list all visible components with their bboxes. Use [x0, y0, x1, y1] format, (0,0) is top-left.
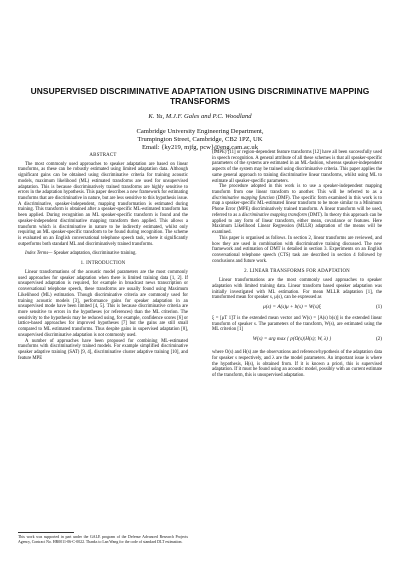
left-column [18, 150, 188, 361]
affiliation-line: Trumpington Street, Cambridge, CB2 1PZ, UK [137, 136, 263, 144]
dmt-text-c: (DMT). In theory this approach can be applied to any form of linear transform, either mean, covariance or features. Here Maximum Likelihood Linear Regression (MLLR) adaptation of the means will be examined. [212, 212, 383, 236]
equation-2-body: W(s) = arg max { p(O(s)|H(s); W, λ) } [252, 336, 332, 343]
dmf-term: discriminative mapping function [212, 195, 275, 201]
equation-1-number: (1) [375, 303, 382, 310]
equation-2-number: (2) [375, 336, 382, 343]
intro-paragraph-4 [212, 184, 382, 235]
intro-paragraph-5: This paper is organised as follows. In section 2, linear transforms are reviewed, and how they are used in combination with discriminative training discussed. The new framework and estimation of DMT is detailed in section 3. Experiments on an English conversational telephone speech (CTS) task are described in section 4 followed by conclusions and future work. [212, 235, 382, 264]
abstract-heading: ABSTRACT [89, 153, 117, 158]
paper-title: UNSUPERVISED DISCRIMINATIVE ADAPTATION USING DISCRIMINATIVE MAPPING TRANSFORMS [30, 86, 370, 106]
affiliation-line: Cambridge University Engineering Department, [136, 128, 264, 135]
affiliation-block [20, 128, 380, 153]
sec2-paragraph-3: where O(s) and H(s) are the observations and reference/hypothesis of the adaptation data for speaker s respectively, and λ are the model parameters. An important issue is where the hypothesis, H(s), is obtained from. If it is known a priori, this is supervised adaptation. If it must be found using an acoustic model, possibly with an current estimate of the transform, this is unsupervised adaptation. [212, 350, 382, 378]
sec2-paragraph-1: Linear transformations are the most commonly used approaches to speaker adaptation with limited training data. Linear transform based speaker adaptation was initially investigated with ML estimation. For mean MLLR adaptation [1], the transformed mean for speaker s, μ(s), can be expressed as [212, 278, 382, 301]
footnote-rule [18, 532, 74, 533]
intro-paragraph-3: (fMPE) [11] or region-dependent feature transforms [12] have all been successfully used in speech recognition. A general attribute of all these schemes is that all speaker-specific parameters of the systems are estimated in an ML-fashion, whereas speaker-independent aspects of the system may be trained using discriminative criteria. This paper applies the same general approach to training discriminative linear transforms, whilst using ML to estimate all speaker-specific parameters. [212, 150, 382, 184]
sec2-paragraph-2: ξ = [μT 1]T is the extended mean vector and W(s) = [A(s) b(s)] is the extended linear transform of speaker s. The parameters of the transform, W(s), are estimated using the ML criterion [1] [212, 315, 382, 333]
section-2-heading: 2. LINEAR TRANSFORMS FOR ADAPTATION [244, 269, 350, 275]
index-terms-text: Speaker adaptation, discriminative training. [52, 250, 137, 256]
footnote: This work was supported in part under the GALE program of the Defense Advanced Research Projects Agency, Contract No. HR0011-06-C-0022. Thanks to Lan Wang for the code of standard DLT estimation. [18, 535, 188, 544]
dmf-text-a: The procedure adopted in this work is to use a speaker-independent mapping transform from one linear transform to another. This will be referred to as a [212, 184, 382, 196]
paper-authors: K. Yu, M.J.F. Gales and P.C. Woodland [148, 113, 252, 120]
intro-paragraph-1: Linear transformations of the acoustic model parameters are the most commonly used approaches for speaker adaptation when there is limited training data [1, 2]. If unsupervised adaptation is required, for example in broadcast news transcription or conversational telephone speech, these transforms are usually found using Maximum Likelihood (ML) estimation. Though discriminative criteria are commonly used for training acoustic models [3], performance gains for speaker adaptation in an unsupervised mode have been limited [4, 5]. This is because discriminative criteria are more sensitive to errors in the hypotheses (or references) than the ML criterion. The sensitivity to the hypothesis may be reduced using, for example, confidence scores [6] or lattice-based approaches for improved hypotheses [7] but the gains are still small compared to ML estimated transforms. Thus despite gains in supervised adaptation [8], unsupervised discriminative adaptation is not commonly used. [18, 269, 188, 338]
equation-2 [212, 335, 382, 348]
intro-paragraph-2: A number of approaches have been proposed for combining ML-estimated transforms with discriminatively trained models. For example simplified discriminative speaker adaptive training (SAT) [9, 4], discriminative cluster adaptive training [10], and feature MPE [18, 338, 188, 361]
equation-1-body: μ(s) = A(s)μ + b(s) = W(s)ξ [263, 303, 321, 310]
dmt-term: discriminative mapping transform [241, 212, 307, 218]
equation-1 [212, 303, 382, 314]
email-line: Email: {ky219, mjfg, pcw}@eng.cam.ac.uk [141, 144, 259, 152]
index-terms [18, 251, 188, 257]
section-1-heading: 1. INTRODUCTION [80, 261, 126, 267]
index-terms-label: Index Terms— [25, 250, 53, 256]
abstract-text: The most commonly used approaches to speaker adaptation are based on linear transforms, as these can be robustly estimated using limited adaptation data. Although significant gains can be obtained using discriminative criteria for training acoustic models, maximum likelihood (ML) estimated transforms are used for unsupervised adaptation. This is because discriminatively trained transforms are highly sensitive to errors in the adaptation hypothesis. This paper describes a new framework for estimating transforms that are discriminative in nature, but are less sensitive to this hypothesis issue. A discriminative, speaker-independent, mapping transformation is estimated during training. This transform is obtained after a speaker-specific ML-estimated transform has been applied. During recognition an ML speaker-specific transform is found and the speaker-independent discriminative mapping transform then applied. This allows a transform which is discriminative in nature to be indirectly estimated, whilst only requiring an ML speaker-specific transform to be found during recognition. The scheme is evaluated on an English conversational telephone speech task, where it significantly outperforms both standard ML and discriminatively trained transforms. [18, 161, 188, 247]
dmf-text-b: (DMF). The specific form examined in this work is to map a speaker-specific ML-estimated linear transform to be more similar to a Minimum Phone Error (MPE) discriminatively trained transform. A linear transform will be used, referred to as a [212, 195, 382, 218]
right-column [212, 150, 382, 379]
